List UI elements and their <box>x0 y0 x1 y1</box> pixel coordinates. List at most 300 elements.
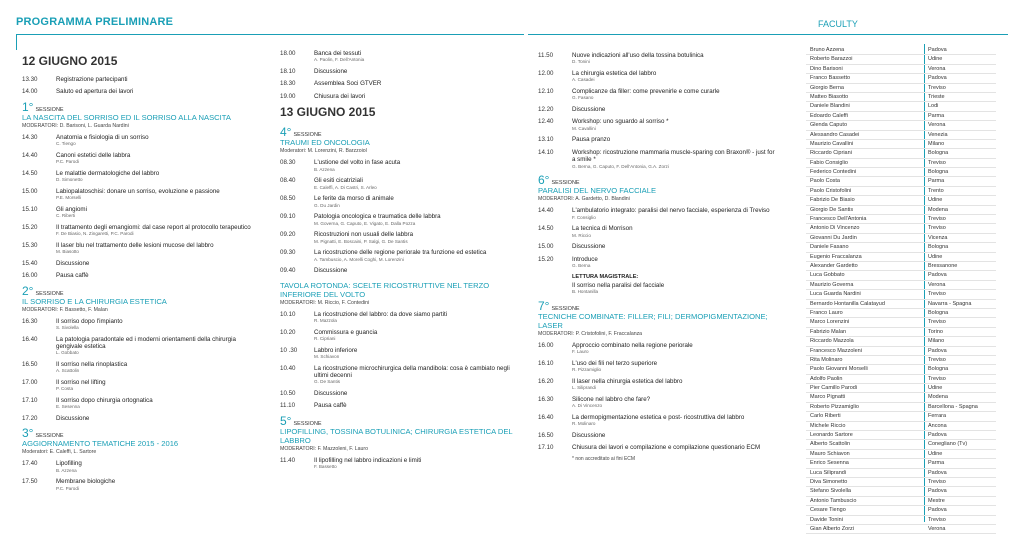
faculty-row <box>806 46 996 55</box>
faculty-name: Davide Tonini <box>810 516 843 523</box>
schedule-row <box>22 336 256 356</box>
row-title: Membrane biologiche <box>56 478 116 486</box>
row-time: 18.10 <box>280 68 296 75</box>
row-body <box>56 361 256 374</box>
faculty-name: Matteo Biasotto <box>810 93 849 100</box>
faculty-row <box>806 140 996 149</box>
row-body <box>314 80 520 87</box>
session-block <box>22 283 256 313</box>
faculty-row <box>806 347 996 356</box>
faculty-city: Verona <box>928 65 946 72</box>
faculty-city: Treviso <box>928 84 946 91</box>
row-body <box>314 249 520 262</box>
row-body <box>572 70 778 83</box>
row-time: 10.20 <box>280 328 296 336</box>
faculty-name: Maurizio Governa <box>810 281 854 288</box>
session-moderators: MODERATORI: P. Cristofolini, F. Fraccalanza <box>538 330 643 337</box>
row-title: Lipofilling <box>56 460 82 468</box>
faculty-city: Padova <box>928 432 947 439</box>
row-title: Anatomia e fisiologia di un sorriso <box>56 133 149 141</box>
session-title: IL SORRISO E LA CHIRURGIA ESTETICA <box>22 296 167 306</box>
row-body <box>56 188 256 201</box>
row-speaker: C. Tiengo <box>56 141 76 147</box>
row-time: 11.40 <box>280 456 296 464</box>
faculty-row <box>806 253 996 262</box>
faculty-name: Roberto Pizzamiglio <box>810 403 859 410</box>
faculty-name: Stefano Sivolella <box>810 488 851 495</box>
schedule-row <box>22 460 256 473</box>
faculty-city: Verona <box>928 122 946 129</box>
row-time: 14.30 <box>22 133 38 141</box>
row-time: 08.50 <box>280 195 296 203</box>
schedule-row <box>22 361 256 374</box>
row-time: 19.00 <box>280 92 296 100</box>
row-body <box>314 457 520 470</box>
row-title: Il sorriso nella paralisi del facciale <box>572 281 665 289</box>
faculty-name: Riccardo Mazzola <box>810 338 854 345</box>
faculty-city: Verona <box>928 281 946 288</box>
faculty-name: Alexander Gardetto <box>810 262 858 269</box>
row-time: 14.00 <box>22 88 38 96</box>
faculty-city: Treviso <box>928 375 946 382</box>
faculty-row <box>806 478 996 487</box>
row-speaker: F. Bassetto <box>314 464 337 470</box>
faculty-row <box>806 55 996 64</box>
session-block <box>538 298 778 337</box>
faculty-row <box>806 440 996 449</box>
row-time: 14.40 <box>538 207 554 215</box>
faculty-city: Padova <box>928 47 947 53</box>
faculty-name: Maurizio Cavallini <box>810 140 854 147</box>
row-time: 10.40 <box>280 364 296 372</box>
faculty-name: Federico Contedini <box>810 169 857 176</box>
row-body <box>572 378 778 391</box>
faculty-city: Udine <box>928 385 943 392</box>
session-word: SESSIONE <box>293 132 322 139</box>
schedule-row <box>22 379 256 392</box>
session-title: TECNICHE COMBINATE: FILLER; FILI; DERMOPIGMENTAZIONE; LASER <box>538 311 768 330</box>
row-speaker: L. Siliprandi <box>572 385 597 391</box>
schedule-row <box>280 390 520 397</box>
row-title: L'ustione del volto in fase acuta <box>314 159 401 167</box>
faculty-city: Navarra - Spagna <box>928 300 972 307</box>
row-time: 16.20 <box>538 377 554 385</box>
row-time: 18.00 <box>280 50 296 57</box>
schedule-row <box>538 70 778 83</box>
faculty-name: Giorgio De Santis <box>810 206 854 213</box>
schedule-column-3 <box>538 52 778 462</box>
faculty-city: Parma <box>928 178 945 185</box>
faculty-name: Eugenio Fraccalanza <box>810 253 862 260</box>
row-time: 16.30 <box>22 317 38 325</box>
row-speaker: A. Di Vincenzo <box>572 403 603 409</box>
session-moderators: Moderatori: M. Lorenzini, R. Barzzoiol <box>280 148 367 155</box>
faculty-row <box>806 365 996 374</box>
faculty-city: Treviso <box>928 478 946 485</box>
faculty-row <box>806 525 996 534</box>
row-time: 17.20 <box>22 415 38 423</box>
row-speaker: A. Casadei <box>572 77 595 83</box>
faculty-name: Michele Riccio <box>810 422 846 429</box>
row-body <box>572 118 778 131</box>
row-time: 15.20 <box>22 223 38 231</box>
program-title: PROGRAMMA PRELIMINARE <box>16 16 174 28</box>
row-time: 12.40 <box>538 118 554 126</box>
row-title: Discussione <box>572 106 606 113</box>
row-speaker: G. Du Jardin <box>314 202 340 208</box>
schedule-row <box>22 415 256 422</box>
faculty-name: Leonardo Sartore <box>810 432 853 439</box>
schedule-row <box>280 177 520 190</box>
session-heading <box>22 428 256 439</box>
session-moderators: Moderatori: E. Caleffi, L. Sartore <box>22 449 97 456</box>
row-time: 14.50 <box>538 225 554 233</box>
row-speaker: C. Riberti <box>56 213 76 219</box>
faculty-name: Paolo Costa <box>810 178 840 185</box>
row-title: Le ferite da morso di animale <box>314 195 394 203</box>
faculty-name: Adolfo Paolin <box>810 375 843 382</box>
row-time: 14.10 <box>538 148 554 156</box>
schedule-row <box>22 224 256 237</box>
faculty-row <box>806 187 996 196</box>
session-moderators: MODERATORI: F. Bassetto, F. Malan <box>22 306 108 313</box>
row-title: La dermopigmentazione estetica e post- ricostruttiva del labbro <box>572 413 745 421</box>
faculty-city: Ferrara <box>928 413 947 420</box>
row-time: 09.40 <box>280 267 296 275</box>
row-body <box>56 272 256 279</box>
faculty-name: Edoardo Caleffi <box>810 112 848 119</box>
faculty-city: Treviso <box>928 159 946 166</box>
schedule-row <box>538 444 778 451</box>
row-time: 16.10 <box>538 359 554 367</box>
row-time: 11.10 <box>280 402 296 410</box>
session-heading <box>280 127 520 138</box>
row-speaker: S. Sivolella <box>56 325 79 331</box>
row-speaker: R. Pizzamiglio <box>572 367 602 373</box>
row-title: Canoni estetici delle labbra <box>56 151 131 159</box>
row-time: 09.20 <box>280 231 296 239</box>
faculty-row <box>806 74 996 83</box>
session-word: SESSIONE <box>35 290 64 297</box>
row-body <box>572 282 778 295</box>
row-speaker: G. Berna <box>572 263 591 269</box>
row-speaker: M. Riccio <box>572 232 591 238</box>
row-body <box>572 342 778 355</box>
faculty-city: Padova <box>928 347 947 354</box>
session-moderators: MODERATORI: F. Mazzoleni, F. Lauro <box>280 445 369 452</box>
faculty-row <box>806 497 996 506</box>
faculty-name: Daniele Blandini <box>810 103 850 110</box>
row-time: 15.30 <box>22 241 38 249</box>
schedule-row <box>280 159 520 172</box>
schedule-row <box>280 213 520 226</box>
row-title: Pausa caffè <box>56 272 89 280</box>
faculty-name: Fabrizio De Biasio <box>810 197 855 204</box>
faculty-row <box>806 243 996 252</box>
row-title: La patologia paradontale ed i moderni orientamenti della chirurgia gengivale estetica <box>56 335 236 351</box>
faculty-name: Roberto Barazzoi <box>810 56 853 63</box>
row-title: Chiusura dei lavori <box>314 92 366 100</box>
row-body <box>572 149 778 169</box>
row-speaker: F. De Biasio, N. Zingaretti, P.C. Parodi <box>56 231 134 237</box>
faculty-row <box>806 487 996 496</box>
schedule-row <box>538 149 778 169</box>
faculty-row <box>806 422 996 431</box>
row-title: La ricostruzione del labbro: da dove siamo partiti <box>314 310 448 318</box>
row-title: Il laser blu nel trattamento delle lesioni mucose del labbro <box>56 241 214 249</box>
faculty-city: Bologna <box>928 244 949 251</box>
schedule-row <box>280 347 520 360</box>
faculty-row <box>806 177 996 186</box>
row-body <box>56 206 256 219</box>
row-time: 17.40 <box>22 460 38 468</box>
session-moderators: MODERATORI: A. Gardetto, D. Blandini <box>538 196 630 203</box>
session-block <box>280 281 520 306</box>
row-title: La ricostruzione microchirurgica della mandibola: cosa è cambiato negli ultimi decenni <box>314 364 510 380</box>
row-time: 13.30 <box>22 76 38 83</box>
row-title: Assemblea Soci GTVER <box>314 80 382 88</box>
row-speaker: E. Sesenna <box>56 404 80 410</box>
schedule-row <box>538 378 778 391</box>
faculty-row <box>806 224 996 233</box>
row-body <box>314 50 520 63</box>
session-number: 3° <box>22 426 34 441</box>
faculty-city: Treviso <box>928 356 946 363</box>
schedule-row <box>22 478 256 491</box>
faculty-city: Barcellona - Spagna <box>928 403 978 410</box>
session-number: 7° <box>538 298 550 313</box>
faculty-city: Venezia <box>928 131 948 138</box>
row-speaker: B. Azzena <box>314 166 335 172</box>
row-body <box>56 478 256 491</box>
faculty-name: Giorgio Berna <box>810 84 844 91</box>
row-title: Pausa pranzo <box>572 136 611 144</box>
row-title: L'ambulatorio integrato: paralisi del nervo facciale, esperienza di Treviso <box>572 207 770 215</box>
faculty-city: Udine <box>928 56 943 63</box>
schedule-row <box>22 206 256 219</box>
row-body <box>56 76 256 83</box>
schedule-row <box>280 249 520 262</box>
row-body <box>572 432 778 439</box>
row-title: Discussione <box>56 415 90 423</box>
row-body <box>572 88 778 101</box>
schedule-row <box>280 231 520 244</box>
faculty-row <box>806 206 996 215</box>
schedule-row <box>22 170 256 183</box>
schedule-row <box>280 50 520 63</box>
faculty-row <box>806 337 996 346</box>
faculty-name: Francesco Dell'Antonia <box>810 216 867 223</box>
row-time: 17.50 <box>22 478 38 486</box>
schedule-row <box>22 318 256 331</box>
row-body <box>56 134 256 147</box>
row-time: 16.30 <box>538 395 554 403</box>
faculty-row <box>806 84 996 93</box>
row-body <box>314 402 520 409</box>
row-body <box>314 213 520 226</box>
row-body <box>56 460 256 473</box>
row-speaker: G. Berna, G. Caputo, F. Dell'Antonia, G.A. Zorzi <box>572 163 669 169</box>
session-block <box>22 99 256 129</box>
row-time: 14.50 <box>22 169 38 177</box>
row-time: 16.00 <box>538 341 554 349</box>
session-word: SESSIONE <box>551 180 580 187</box>
faculty-city: Padova <box>928 507 947 514</box>
faculty-row <box>806 234 996 243</box>
row-body <box>56 224 256 237</box>
schedule-column-1 <box>22 50 256 496</box>
schedule-row <box>538 88 778 101</box>
schedule-column-2 <box>280 50 520 475</box>
faculty-name: Giovanni Du Jardin <box>810 234 857 241</box>
schedule-row <box>538 282 778 295</box>
row-time: 17.10 <box>22 397 38 405</box>
row-speaker: G. Fasano <box>572 95 594 101</box>
faculty-city: Bologna <box>928 366 949 373</box>
faculty-row <box>806 300 996 309</box>
faculty-row <box>806 375 996 384</box>
schedule-row <box>280 93 520 100</box>
schedule-row <box>280 80 520 87</box>
row-title: Labiopalatoschisi: donare un sorriso, evoluzione e passione <box>56 187 220 195</box>
session-block <box>22 428 256 455</box>
row-body <box>314 329 520 342</box>
faculty-row <box>806 112 996 121</box>
row-title: Le malattie dermatologiche del labbro <box>56 169 160 177</box>
row-speaker: F. Lauro <box>572 349 589 355</box>
faculty-city: Ancona <box>928 422 947 429</box>
faculty-row <box>806 356 996 365</box>
faculty-name: Francesco Mazzoleni <box>810 347 862 354</box>
row-body <box>314 68 520 75</box>
faculty-city: Vicenza <box>928 234 948 241</box>
schedule-row <box>22 76 256 83</box>
session-title: TAVOLA ROTONDA: SCELTE RICOSTRUTTIVE NEL TERZO INFERIORE DEL VOLTO <box>280 280 490 299</box>
row-speaker: A. Tambuscio, A. Morelli Coghi, M. Lorenzini <box>314 256 404 262</box>
schedule-row <box>280 365 520 385</box>
faculty-name: Franco Bassetto <box>810 75 851 82</box>
row-body <box>56 170 256 183</box>
faculty-list <box>806 46 996 534</box>
row-time: 10.10 <box>280 310 296 318</box>
schedule-row <box>538 106 778 113</box>
row-title: Registrazione partecipanti <box>56 76 128 83</box>
session-title: PARALISI DEL NERVO FACCIALE <box>538 186 657 196</box>
row-body <box>572 414 778 427</box>
schedule-row <box>22 134 256 147</box>
row-body <box>56 415 256 422</box>
session-number: 2° <box>22 283 34 298</box>
faculty-city: Milano <box>928 140 945 147</box>
row-speaker: G. De Santis <box>314 379 341 385</box>
row-body <box>572 360 778 373</box>
row-body <box>314 195 520 208</box>
row-body <box>56 397 256 410</box>
row-time: 15.20 <box>538 255 554 263</box>
faculty-name: Daniele Fasano <box>810 244 849 251</box>
schedule-row <box>538 52 778 65</box>
faculty-city: Treviso <box>928 291 946 298</box>
faculty-name: Luca Siliprandi <box>810 469 847 476</box>
row-time: 16.50 <box>22 361 38 369</box>
faculty-row <box>806 271 996 280</box>
faculty-name: Paolo Cristofolini <box>810 187 852 194</box>
faculty-row <box>806 450 996 459</box>
session-word: SESSIONE <box>35 106 64 113</box>
schedule-row <box>538 118 778 131</box>
row-body <box>572 225 778 238</box>
row-title: Banca dei tessuti <box>314 50 362 57</box>
row-title: Discussione <box>314 68 348 75</box>
faculty-name: Cesare Tiengo <box>810 507 846 514</box>
row-body <box>572 396 778 409</box>
row-body <box>572 106 778 113</box>
schedule-row <box>22 272 256 279</box>
faculty-name: Riccardo Cipriani <box>810 150 852 157</box>
session-block <box>538 175 778 202</box>
row-title: Pausa caffè <box>314 402 347 410</box>
faculty-row <box>806 459 996 468</box>
session-word: SESSIONE <box>35 433 64 440</box>
session-heading <box>538 298 778 313</box>
row-body <box>572 444 778 451</box>
row-body <box>56 318 256 331</box>
faculty-city: Lodi <box>928 103 939 110</box>
faculty-city: Bologna <box>928 150 949 157</box>
row-time: 16.40 <box>22 335 38 343</box>
row-body <box>572 243 778 250</box>
row-body <box>56 242 256 255</box>
faculty-city: Treviso <box>928 516 946 523</box>
session-word: SESSIONE <box>293 420 322 427</box>
faculty-name: Paolo Giovanni Morselli <box>810 366 868 373</box>
faculty-row <box>806 262 996 271</box>
faculty-city: Treviso <box>928 216 946 223</box>
row-time: 08.40 <box>280 177 296 185</box>
row-speaker: A. Scattolin <box>56 368 80 374</box>
faculty-city: Padova <box>928 272 947 279</box>
row-speaker: P.C. Parodi <box>56 485 79 491</box>
faculty-row <box>806 384 996 393</box>
schedule-row <box>22 242 256 255</box>
row-body <box>314 177 520 190</box>
faculty-row <box>806 121 996 130</box>
faculty-row <box>806 431 996 440</box>
row-title: Nuove indicazioni all'uso della tossina botulinica <box>572 52 704 59</box>
faculty-city: Mestre <box>928 497 945 504</box>
row-speaker: M. Biasotto <box>56 249 79 255</box>
header-rule-right <box>528 34 1008 35</box>
row-body <box>314 390 520 397</box>
row-time: 17.10 <box>538 444 554 452</box>
row-title: Il lipofilling nel labbro indicazioni e limiti <box>314 456 422 464</box>
row-body <box>56 88 256 95</box>
header-rule <box>16 34 524 35</box>
row-title: Chiusura dei lavori e compilazione e compilazione questionario ECM <box>572 444 761 452</box>
faculty-row <box>806 290 996 299</box>
session-number: 4° <box>280 125 292 140</box>
faculty-city: Treviso <box>928 225 946 232</box>
session-title: AGGIORNAMENTO TEMATICHE 2015 - 2016 <box>22 439 179 449</box>
row-speaker: M. Cavallini <box>572 125 596 131</box>
faculty-name: Bruno Azzena <box>810 47 845 53</box>
row-title: Il sorriso dopo l'impianto <box>56 317 123 325</box>
faculty-name: Alessandro Casadei <box>810 131 860 138</box>
row-speaker: R. Molinaro <box>572 421 596 427</box>
row-title: Discussione <box>572 243 606 251</box>
row-body <box>314 365 520 385</box>
faculty-name: Luca Guarda Nardini <box>810 291 861 298</box>
